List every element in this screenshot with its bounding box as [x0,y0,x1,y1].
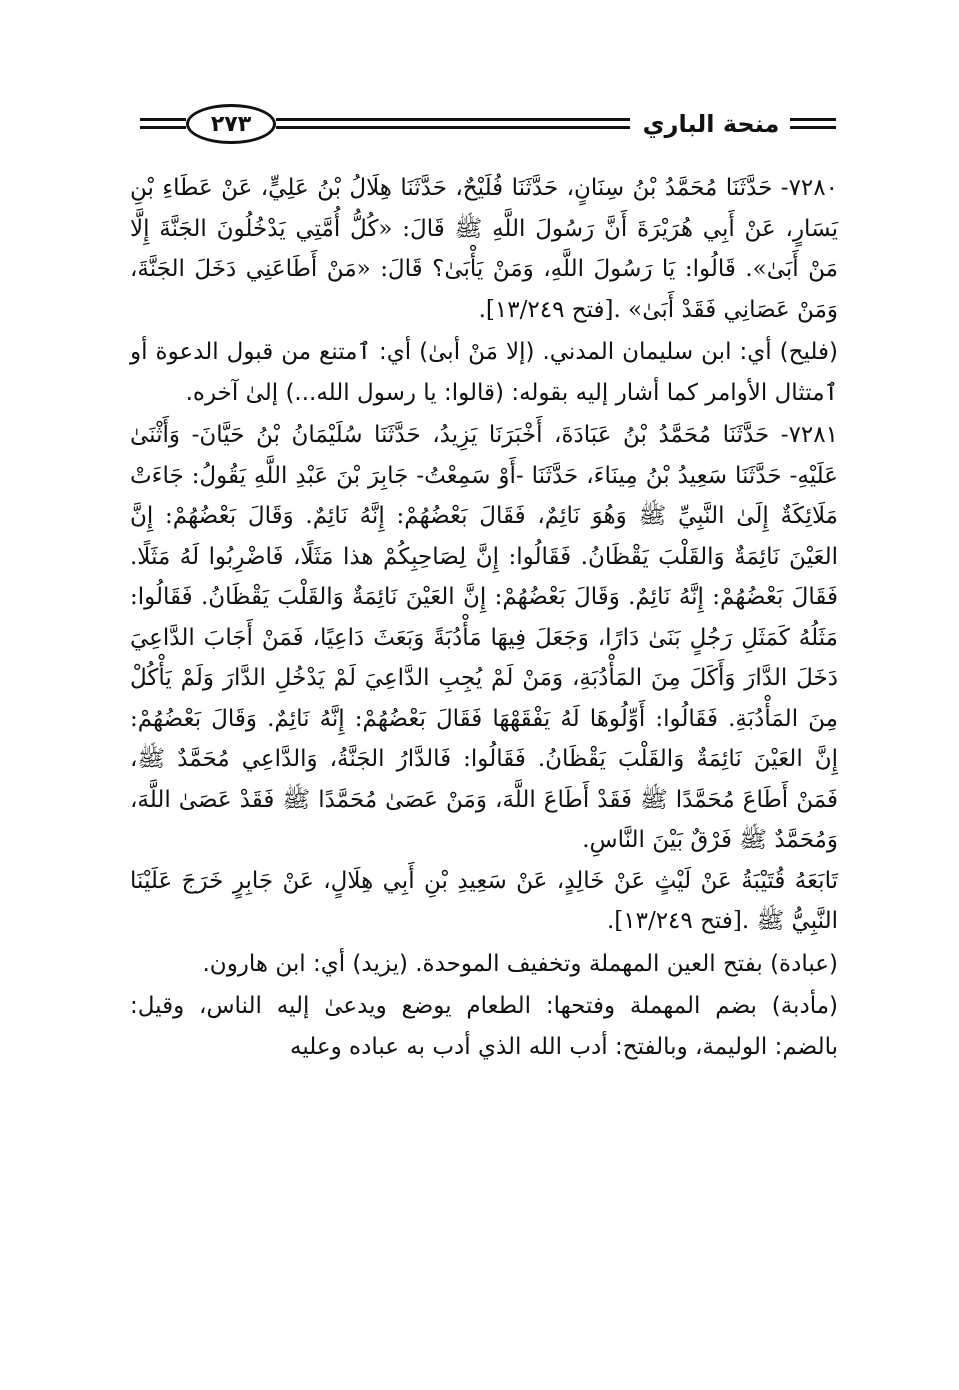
header-rule [790,118,836,121]
hadith-7280: ٧٢٨٠- حَدَّثَنَا مُحَمَّدُ بْنُ سِنَانٍ، حَدَّثَنَا فُلَيْحٌ، حَدَّثَنَا هِلَالُ بْنُ عَلِيٍّ، عَنْ عَطَاءِ بْنِ يَسَارٍ، عَنْ أَبِي هُرَيْرَةَ أَنَّ رَسُولَ اللَّهِ ﷺ قَالَ: «كُلُّ أُمَّتِي يَدْخُلُونَ الجَنَّةَ إِلَّا مَنْ أَبَىٰ». قَالُوا: يَا رَسُولَ اللَّهِ، وَمَنْ يَأْبَىٰ؟ قَالَ: «مَنْ أَطَاعَنِي دَخَلَ الجَنَّةَ، وَمَنْ عَصَانِي فَقَدْ أَبَىٰ» .[فتح ١٣/٢٤٩]. [130,175,838,323]
header-rule [276,118,630,121]
page-number-badge [186,104,276,144]
header-rule [140,118,186,121]
hadith-7281: ٧٢٨١- حَدَّثَنَا مُحَمَّدُ بْنُ عَبَادَةَ، أَخْبَرَنَا يَزِيدُ، حَدَّثَنَا سُلَيْمَانُ بْنُ حَيَّانَ- وَأَثْنَىٰ عَلَيْهِ- حَدَّثَنَا سَعِيدُ بْنُ مِينَاءَ، حَدَّثَنَا -أَوْ سَمِعْتُ- جَابِرَ بْنَ عَبْدِ اللَّهِ يَقُولُ: جَاءَتْ مَلَائِكَةٌ إِلَىٰ النَّبِيِّ ﷺ وَهُوَ نَائِمٌ، فَقَالَ بَعْضُهُمْ: إِنَّهُ نَائِمٌ. وَقَالَ بَعْضُهُمْ: إِنَّ العَيْنَ نَائِمَةٌ وَالقَلْبَ يَقْظَانُ. فَقَالُوا: إِنَّ لِصَاحِبِكُمْ هذا مَثَلًا، فَاضْرِبُوا لَهُ مَثَلًا. فَقَالَ بَعْضُهُمْ: إِنَّهُ نَائِمٌ. وَقَالَ بَعْضُهُمْ: إِنَّ العَيْنَ نَائِمَةٌ وَالقَلْبَ يَقْظَانُ. فَقَالُوا: مَثَلُهُ كَمَثَلِ رَجُلٍ بَنَىٰ دَارًا، وَجَعَلَ فِيهَا مَأْدُبَةً وَبَعَثَ دَاعِيًا، فَمَنْ أَجَابَ الدَّاعِيَ دَخَلَ الدَّارَ وَأَكَلَ مِنَ المَأْدُبَةِ، وَمَنْ لَمْ يُجِبِ الدَّاعِيَ لَمْ يَدْخُلِ الدَّارَ وَلَمْ يَأْكُلْ مِنَ المَأْدُبَةِ. فَقَالُوا: أَوِّلُوهَا لَهُ يَفْقَهْهَا فَقَالَ بَعْضُهُمْ: إِنَّهُ نَائِمٌ. وَقَالَ بَعْضُهُمْ: إِنَّ العَيْنَ نَائِمَةٌ وَالقَلْبَ يَقْظَانُ. فَقَالُوا: فَالدَّارُ الجَنَّةُ، وَالدَّاعِي مُحَمَّدٌ ﷺ، فَمَنْ أَطَاعَ مُحَمَّدًا ﷺ فَقَدْ أَطَاعَ اللَّهَ، وَمَنْ عَصَىٰ مُحَمَّدًا ﷺ فَقَدْ عَصَىٰ اللَّهَ، وَمُحَمَّدٌ ﷺ فَرْقٌ بَيْنَ النَّاسِ. [130,422,838,853]
commentary-paragraph: (مأدبة) بضم المهملة وفتحها: الطعام يوضع ويدعىٰ إليه الناس، وقيل: بالضم: الوليمة، وبالفتح: أدب الله الذي أدب به عباده وعليه [130,993,838,1060]
book-title: منحة الباري [642,110,780,138]
page-header [0,0,959,150]
header-rule [276,126,630,129]
commentary-paragraph: (عبادة) بفتح العين المهملة وتخفيف الموحدة. (يزيد) أي: ابن هارون. [202,950,838,977]
page-body [130,168,838,1067]
commentary-paragraph: (فليح) أي: ابن سليمان المدني. (إلا مَنْ أبىٰ) أي: ٱمتنع من قبول الدعوة أو ٱمتثال الأوامر كما أشار إليه بقوله: (قالوا: يا رسول الله...) إلىٰ آخره. [130,339,838,406]
hadith-mutabaa: تَابَعَهُ قُتَيْبَةُ عَنْ لَيْثٍ عَنْ خَالِدٍ، عَنْ سَعِيدِ بْنِ أَبِي هِلَالٍ، عَنْ جَابِرٍ خَرَجَ عَلَيْنَا النَّبِيُّ ﷺ .[فتح ١٣/٢٤٩]. [130,867,838,934]
page-number: ٢٧٣ [210,111,252,137]
header-rule [790,126,836,129]
header-rule [140,126,186,129]
